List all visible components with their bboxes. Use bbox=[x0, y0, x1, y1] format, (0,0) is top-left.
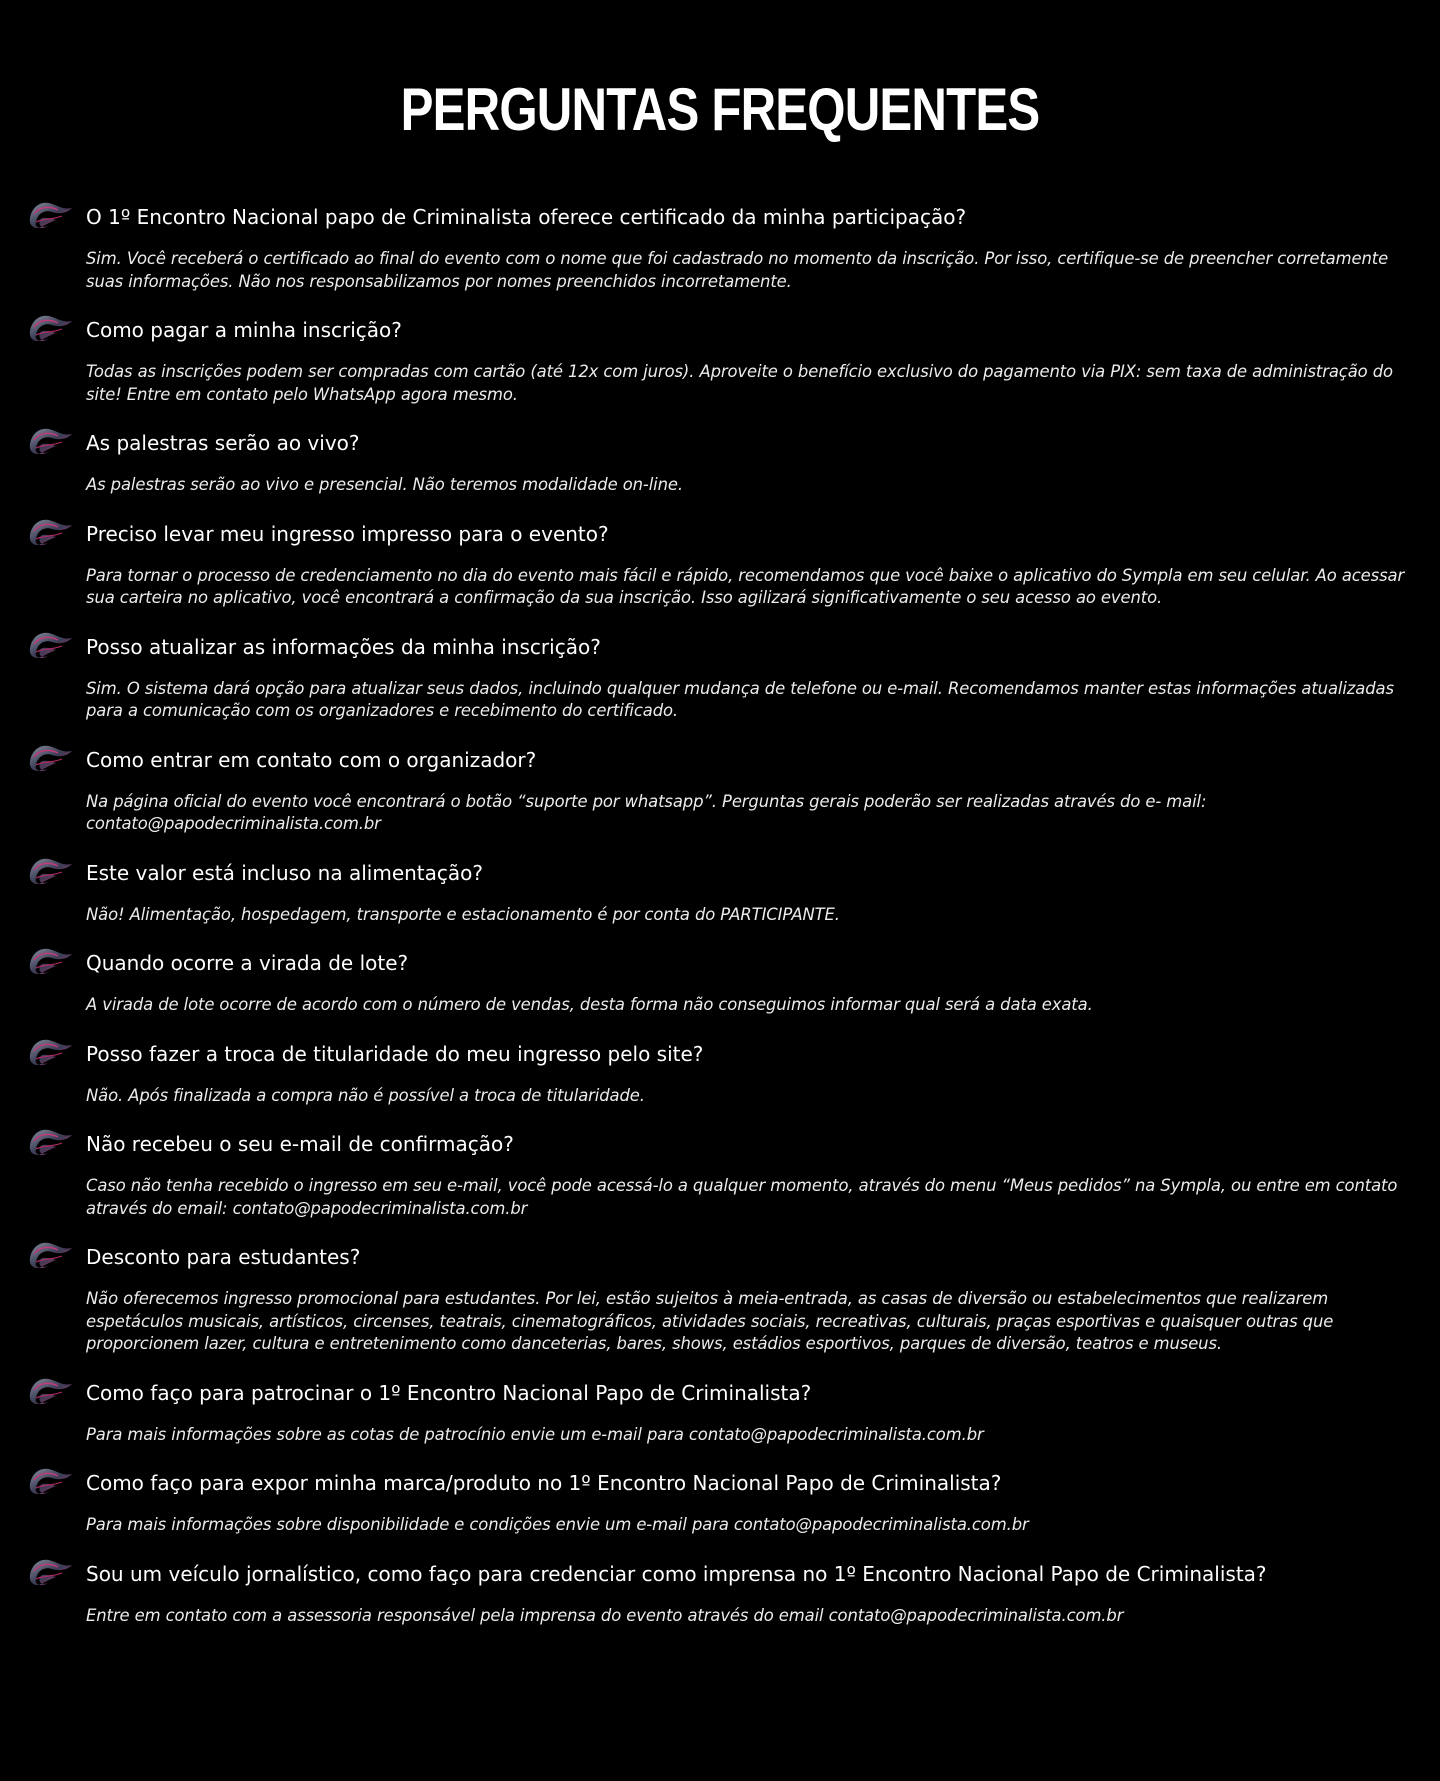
faq-question-row[interactable] bbox=[0, 428, 1440, 458]
faq-item bbox=[0, 948, 1440, 1039]
criminalist-mark-icon bbox=[28, 1462, 76, 1498]
faq-question-row[interactable] bbox=[0, 858, 1440, 888]
faq-item bbox=[0, 858, 1440, 949]
faq-question-row[interactable] bbox=[0, 745, 1440, 775]
faq-question: O 1º Encontro Nacional papo de Criminalista oferece certificado da minha participação? bbox=[86, 205, 967, 229]
criminalist-mark-icon bbox=[28, 196, 76, 232]
faq-question: Desconto para estudantes? bbox=[86, 1245, 361, 1269]
faq-item bbox=[0, 519, 1440, 632]
faq-item bbox=[0, 202, 1440, 315]
criminalist-mark-icon bbox=[28, 626, 76, 662]
faq-question-row[interactable] bbox=[0, 202, 1440, 232]
faq-question-row[interactable] bbox=[0, 1242, 1440, 1272]
faq-answer: Todas as inscrições podem ser compradas com cartão (até 12x com juros). Aproveite o benefício exclusivo do pagamento via PIX: sem taxa de administração do site! Entre em contato pelo WhatsApp agora mesmo. bbox=[86, 362, 1393, 404]
faq-answer: A virada de lote ocorre de acordo com o número de vendas, desta forma não conseguimos informar qual será a data exata. bbox=[86, 995, 1093, 1014]
faq-question-row[interactable] bbox=[0, 519, 1440, 549]
faq-question: Não recebeu o seu e-mail de confirmação? bbox=[86, 1132, 514, 1156]
faq-item bbox=[0, 1242, 1440, 1378]
faq-answer: Não. Após finalizada a compra não é possível a troca de titularidade. bbox=[86, 1085, 645, 1105]
faq-question-row[interactable] bbox=[0, 1468, 1440, 1498]
faq-question: Como faço para expor minha marca/produto no 1º Encontro Nacional Papo de Criminalista? bbox=[86, 1471, 1002, 1495]
faq-item bbox=[0, 1468, 1440, 1559]
criminalist-mark-icon bbox=[28, 422, 76, 458]
faq-question-row[interactable] bbox=[0, 1039, 1440, 1069]
faq-answer: Sim. Você receberá o certificado ao final do evento com o nome que foi cadastrado no momento da inscrição. Por isso, certifique-se de preencher corretamente suas informações. Não nos responsabilizamos por nomes preenchidos incorretamente. bbox=[86, 249, 1389, 291]
faq-answer: Caso não tenha recebido o ingresso em seu e-mail, você pode acessá-lo a qualquer momento, através do menu “Meus pedidos” na Sympla, ou entre em contato através do email: contato@papodecriminalista.com.br bbox=[86, 1176, 1398, 1218]
faq-list bbox=[0, 202, 1440, 1649]
faq-answer: Na página oficial do evento você encontrará o botão “suporte por whatsapp”. Perguntas gerais poderão ser realizadas através do e- mail: contato@papodecriminalista.com.br bbox=[86, 791, 1207, 833]
faq-question-row[interactable] bbox=[0, 948, 1440, 978]
page-title: PERGUNTAS FREQUENTES bbox=[400, 76, 1040, 143]
faq-answer: Não oferecemos ingresso promocional para estudantes. Por lei, estão sujeitos à meia-entrada, as casas de diversão ou estabelecimentos que realizarem espetáculos musicais, artísticos, circenses, teatrais, cinematográficos, atividades sociais, recreativas, culturais, praças esportivas e quaisquer outras que proporcionem lazer, cultura e entretenimento como danceterias, bares, shows, estádios esportivos, parques de diversão, teatros e museus. bbox=[86, 1289, 1334, 1353]
faq-item bbox=[0, 1039, 1440, 1130]
faq-question-row[interactable] bbox=[0, 1378, 1440, 1408]
criminalist-mark-icon bbox=[28, 942, 76, 978]
faq-item bbox=[0, 1129, 1440, 1242]
faq-answer: As palestras serão ao vivo e presencial. Não teremos modalidade on-line. bbox=[86, 475, 684, 494]
faq-question: Como entrar em contato com o organizador? bbox=[86, 747, 537, 772]
criminalist-mark-icon bbox=[28, 309, 76, 345]
faq-question-row[interactable] bbox=[0, 315, 1440, 345]
faq-question: Este valor está incluso na alimentação? bbox=[86, 860, 484, 885]
criminalist-mark-icon bbox=[28, 739, 76, 775]
faq-answer: Sim. O sistema dará opção para atualizar seus dados, incluindo qualquer mudança de telefone ou e-mail. Recomendamos manter estas informações atualizadas para a comunicação com os organizadores e recebimento do certificado. bbox=[86, 678, 1394, 720]
faq-item bbox=[0, 315, 1440, 428]
faq-question: Posso fazer a troca de titularidade do meu ingresso pelo site? bbox=[86, 1041, 704, 1066]
faq-question: Preciso levar meu ingresso impresso para o evento? bbox=[86, 521, 609, 546]
faq-answer: Para tornar o processo de credenciamento no dia do evento mais fácil e rápido, recomendamos que você baixe o aplicativo do Sympla em seu celular. Ao acessar sua carteira no aplicativo, você encontrará a confirmação da sua inscrição. Isso agilizará significativamente o seu acesso ao evento. bbox=[86, 565, 1405, 607]
faq-question-row[interactable] bbox=[0, 1129, 1440, 1159]
faq-question: As palestras serão ao vivo? bbox=[86, 431, 360, 455]
faq-question: Sou um veículo jornalístico, como faço para credenciar como imprensa no 1º Encontro Nacional Papo de Criminalista? bbox=[86, 1561, 1267, 1586]
faq-answer: Para mais informações sobre disponibilidade e condições envie um e-mail para contato@papodecriminalista.com.br bbox=[86, 1515, 1029, 1534]
faq-item bbox=[0, 745, 1440, 858]
faq-question: Como pagar a minha inscrição? bbox=[86, 318, 402, 342]
faq-answer: Para mais informações sobre as cotas de patrocínio envie um e-mail para contato@papodecriminalista.com.br bbox=[86, 1424, 984, 1444]
faq-item bbox=[0, 428, 1440, 519]
faq-question-row[interactable] bbox=[0, 632, 1440, 662]
faq-question: Posso atualizar as informações da minha inscrição? bbox=[86, 634, 601, 659]
faq-question-row[interactable] bbox=[0, 1559, 1440, 1589]
criminalist-mark-icon bbox=[28, 1372, 76, 1408]
faq-question: Quando ocorre a virada de lote? bbox=[86, 951, 409, 975]
criminalist-mark-icon bbox=[28, 1123, 76, 1159]
faq-item bbox=[0, 632, 1440, 745]
criminalist-mark-icon bbox=[28, 1033, 76, 1069]
faq-item bbox=[0, 1559, 1440, 1650]
criminalist-mark-icon bbox=[28, 513, 76, 549]
faq-answer: Não! Alimentação, hospedagem, transporte e estacionamento é por conta do PARTICIPANTE. bbox=[86, 904, 840, 924]
criminalist-mark-icon bbox=[28, 852, 76, 888]
criminalist-mark-icon bbox=[28, 1236, 76, 1272]
faq-answer: Entre em contato com a assessoria responsável pela imprensa do evento através do email contato@papodecriminalista.com.br bbox=[86, 1605, 1124, 1625]
faq-question: Como faço para patrocinar o 1º Encontro Nacional Papo de Criminalista? bbox=[86, 1380, 812, 1405]
faq-item bbox=[0, 1378, 1440, 1469]
criminalist-mark-icon bbox=[28, 1553, 76, 1589]
